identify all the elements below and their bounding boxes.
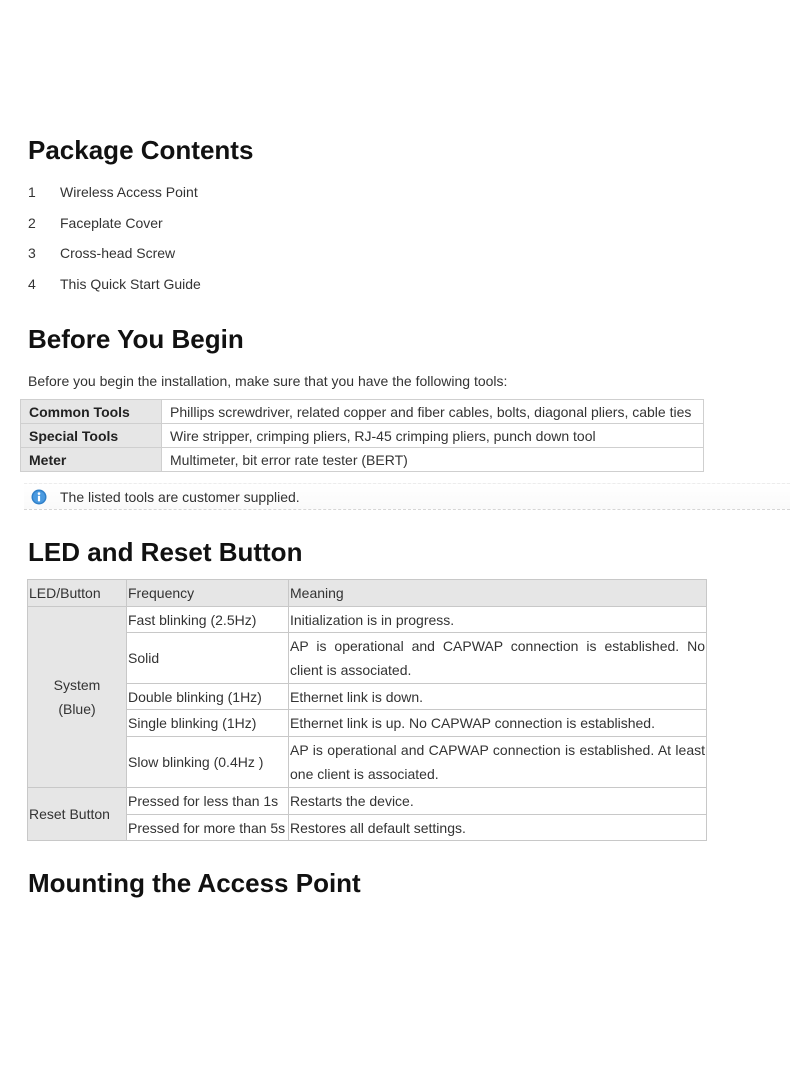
table-row	[28, 684, 707, 710]
system-label-line2: (Blue)	[58, 701, 96, 717]
package-item-number: 2	[28, 215, 36, 231]
package-item-number: 4	[28, 276, 36, 292]
meaning-cell: Restarts the device.	[289, 788, 707, 815]
note-text: The listed tools are customer supplied.	[60, 489, 300, 505]
meaning-cell: Initialization is in progress.	[289, 607, 707, 633]
package-item-number: 3	[28, 245, 36, 261]
table-row	[28, 815, 707, 841]
column-header: Meaning	[289, 580, 707, 607]
meaning-cell: Restores all default settings.	[289, 815, 707, 841]
package-item	[28, 275, 201, 293]
meaning-cell: Ethernet link is up. No CAPWAP connection is established.	[289, 710, 707, 737]
package-item-text: Cross-head Screw	[60, 245, 176, 261]
meaning-cell: AP is operational and CAPWAP connection is established. No client is associated.	[289, 633, 707, 684]
frequency-cell: Single blinking (1Hz)	[127, 710, 289, 737]
package-item	[28, 244, 175, 262]
led-reset-heading: LED and Reset Button	[28, 537, 303, 567]
table-row	[21, 424, 704, 448]
table-row	[28, 633, 707, 684]
table-row	[21, 400, 704, 424]
before-you-begin-heading: Before You Begin	[28, 324, 244, 354]
table-row	[28, 737, 707, 788]
note-box	[24, 483, 790, 510]
meaning-cell: Ethernet link is down.	[289, 684, 707, 710]
tool-category-label: Special Tools	[21, 424, 162, 448]
frequency-cell: Solid	[127, 633, 289, 684]
package-item	[28, 214, 163, 232]
table-row	[28, 788, 707, 815]
system-led-label	[28, 607, 127, 788]
table-row	[28, 607, 707, 633]
table-row	[21, 448, 704, 472]
tools-table	[20, 399, 704, 472]
frequency-cell: Fast blinking (2.5Hz)	[127, 607, 289, 633]
before-intro-text: Before you begin the installation, make sure that you have the following tools:	[28, 373, 508, 389]
column-header: Frequency	[127, 580, 289, 607]
package-item-text: This Quick Start Guide	[60, 276, 201, 292]
frequency-cell: Pressed for less than 1s	[127, 788, 289, 815]
info-icon	[31, 489, 47, 505]
column-header: LED/Button	[28, 580, 127, 607]
tool-list-cell: Multimeter, bit error rate tester (BERT)	[162, 448, 704, 472]
tool-category-label: Meter	[21, 448, 162, 472]
frequency-cell: Slow blinking (0.4Hz )	[127, 737, 289, 788]
table-header-row	[28, 580, 707, 607]
reset-button-label: Reset Button	[28, 788, 127, 841]
package-item	[28, 183, 198, 201]
package-item-text: Wireless Access Point	[60, 184, 198, 200]
frequency-cell: Double blinking (1Hz)	[127, 684, 289, 710]
meaning-cell: AP is operational and CAPWAP connection is established. At least one client is associated.	[289, 737, 707, 788]
mounting-heading: Mounting the Access Point	[28, 868, 361, 898]
tool-category-label: Common Tools	[21, 400, 162, 424]
package-contents-heading: Package Contents	[28, 135, 254, 165]
table-row	[28, 710, 707, 737]
tool-list-cell: Wire stripper, crimping pliers, RJ-45 crimping pliers, punch down tool	[162, 424, 704, 448]
frequency-cell: Pressed for more than 5s	[127, 815, 289, 841]
system-label-line1: System	[53, 677, 101, 693]
package-item-number: 1	[28, 184, 36, 200]
led-table	[27, 579, 707, 841]
tool-list-cell: Phillips screwdriver, related copper and fiber cables, bolts, diagonal pliers, cable ties	[162, 400, 704, 424]
package-item-text: Faceplate Cover	[60, 215, 163, 231]
